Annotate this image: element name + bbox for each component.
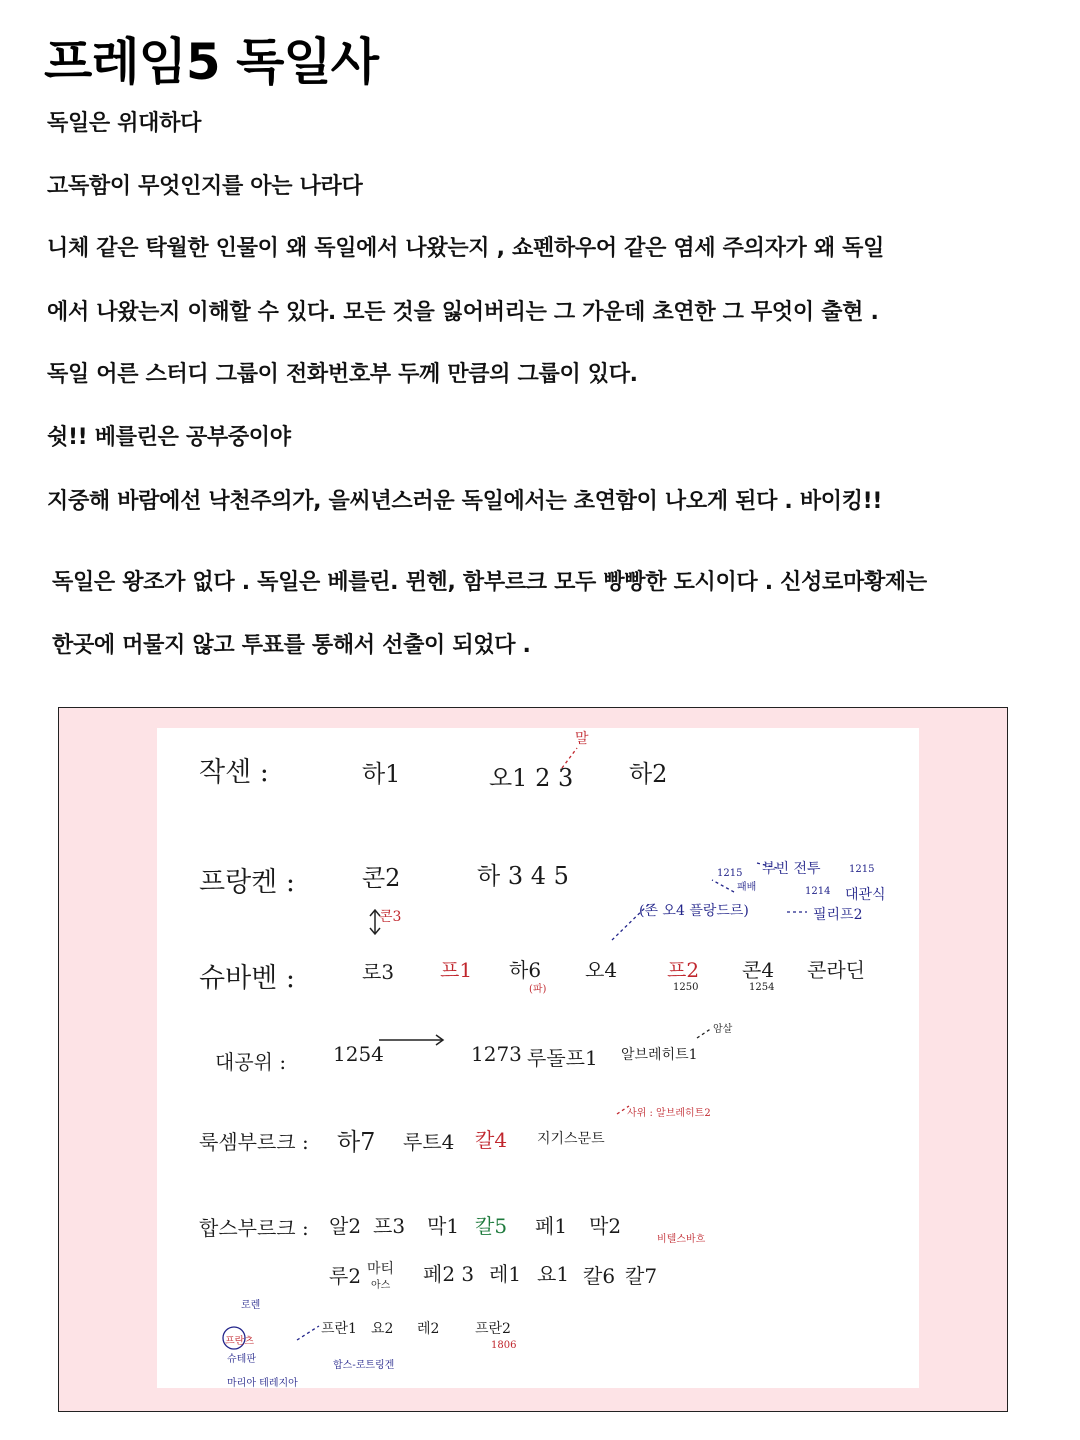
habsburg-item: 칼5 [475, 1214, 508, 1238]
habsburg-1806: 1806 [491, 1340, 517, 1351]
paragraph-1: 독일은 위대하다 [47, 111, 202, 136]
schwaben-item: 콘4 [742, 958, 775, 982]
habsburg-item: 레1 [489, 1262, 522, 1286]
paragraph-3: 니체 같은 탁월한 인물이 왜 독일에서 나왔는지 , 쇼펜하우어 같은 염세 주의자가 왜 독일 [47, 236, 885, 261]
bouvines-coronation: 대관식 [845, 887, 886, 903]
habsburg-item: 페2 3 [423, 1262, 475, 1286]
schwaben-sub: 1254 [749, 982, 775, 993]
habsburg-item: 막1 [427, 1214, 460, 1238]
schwaben-sub: (파) [529, 984, 547, 995]
habsburg-item: 요2 [371, 1321, 394, 1337]
schwaben-item: 로3 [362, 960, 395, 984]
saxon-label: 작센 : [199, 757, 269, 788]
bouvines-philip: 필리프2 [813, 907, 863, 923]
habsburg-item: 알2 [329, 1214, 362, 1238]
habsburg-item: 페1 [535, 1214, 568, 1238]
saxon-item: 하1 [362, 760, 401, 788]
interregnum-from: 1254 [333, 1042, 384, 1066]
habsburg-item: 레2 [417, 1321, 440, 1337]
habsburg-item: 프란2 [475, 1321, 511, 1337]
franz-note: 프란츠 [225, 1336, 254, 1347]
luxemburg-item: 루트4 [403, 1130, 455, 1154]
habsburg-item: 프란1 [321, 1321, 357, 1337]
paragraph-8: 독일은 왕조가 없다 . 독일은 베를린. 뮌헨, 함부르크 모두 빵빵한 도시이다 . 신성로마황제는 [52, 570, 927, 595]
bouvines-parties: (존 오4 플랑드르) [639, 903, 749, 919]
interregnum-albrecht: 알브레히트1 [621, 1047, 698, 1063]
habsburg-item: 루2 [329, 1264, 362, 1288]
paragraph-7: 지중해 바람에선 낙천주의가, 을씨년스러운 독일에서는 초연함이 나오게 된다 . 바이킹!! [47, 489, 883, 514]
habsburg-item: 칼7 [625, 1264, 658, 1288]
paragraph-9: 한곳에 머물지 않고 투표를 통해서 선출이 되었다 . [52, 633, 531, 658]
schwaben-item: 프2 [667, 958, 700, 982]
handwritten-notes-image [157, 728, 919, 1388]
interregnum-ruler: 루돌프1 [527, 1046, 598, 1070]
franken-item: 하 3 4 5 [477, 862, 569, 890]
paragraph-5: 독일 어른 스터디 그룹이 전화번호부 두께 만큼의 그룹이 있다. [47, 362, 638, 387]
bouvines-year: 1215 [717, 868, 743, 879]
paragraph-2: 고독함이 무엇인지를 아는 나라다 [47, 174, 363, 199]
habsburg-item: 요1 [537, 1262, 570, 1286]
maria-theresa-note: 마리아 테레지아 [227, 1378, 298, 1389]
habsburg-label: 합스부르크 : [199, 1216, 309, 1240]
bouvines-title: 부빈 전투 [762, 861, 821, 877]
interregnum-killed: 암살 [713, 1024, 733, 1035]
bouvines-year: 1215 [849, 864, 875, 875]
schwaben-above: 콘3 [379, 909, 402, 925]
habsburg-item: 막2 [589, 1214, 622, 1238]
habsburg-note-bavaria: 비텔스바흐 [657, 1234, 706, 1245]
habsburg-split: 합스-로트링겐 [333, 1360, 395, 1371]
habsburg-item: 프3 [373, 1214, 406, 1238]
luxemburg-item: 지기스문트 [537, 1131, 605, 1147]
schwaben-sub: 1250 [673, 982, 699, 993]
habsburg-item: 마티 [367, 1261, 395, 1277]
lorraine-note: 로렌 [241, 1300, 261, 1311]
luxemburg-item: 하7 [337, 1128, 376, 1156]
schwaben-item: 오4 [585, 958, 618, 982]
interregnum-label: 대공위 : [215, 1050, 287, 1074]
interregnum-to: 1273 [471, 1042, 522, 1066]
paragraph-4: 에서 나왔는지 이해할 수 있다. 모든 것을 잃어버리는 그 가운데 초연한 그 무엇이 출현 . [47, 300, 879, 325]
franken-item: 콘2 [362, 864, 401, 892]
saxon-item: 오1 2 3 [489, 764, 574, 792]
bouvines-year: 1214 [805, 886, 831, 897]
stefan-note: 슈테판 [227, 1354, 256, 1365]
habsburg-sub: 아스 [371, 1280, 391, 1291]
schwaben-item: 프1 [440, 958, 473, 982]
luxemburg-note: 사위 : 알브레히트2 [627, 1108, 711, 1119]
franken-label: 프랑켄 : [199, 867, 295, 898]
saxon-item: 하2 [629, 760, 668, 788]
saxon-note: 말 [575, 731, 589, 747]
paragraph-6: 쉿!! 베를린은 공부중이야 [47, 425, 291, 450]
bouvines-defeat: 패배 [737, 882, 757, 893]
page-title: 프레임5 독일사 [44, 33, 378, 91]
schwaben-label: 슈바벤 : [199, 963, 295, 994]
luxemburg-label: 룩셈부르크 : [199, 1130, 309, 1154]
habsburg-item: 칼6 [583, 1264, 616, 1288]
schwaben-item: 하6 [509, 958, 542, 982]
luxemburg-item: 칼4 [475, 1128, 508, 1152]
schwaben-item: 콘라딘 [807, 958, 865, 982]
